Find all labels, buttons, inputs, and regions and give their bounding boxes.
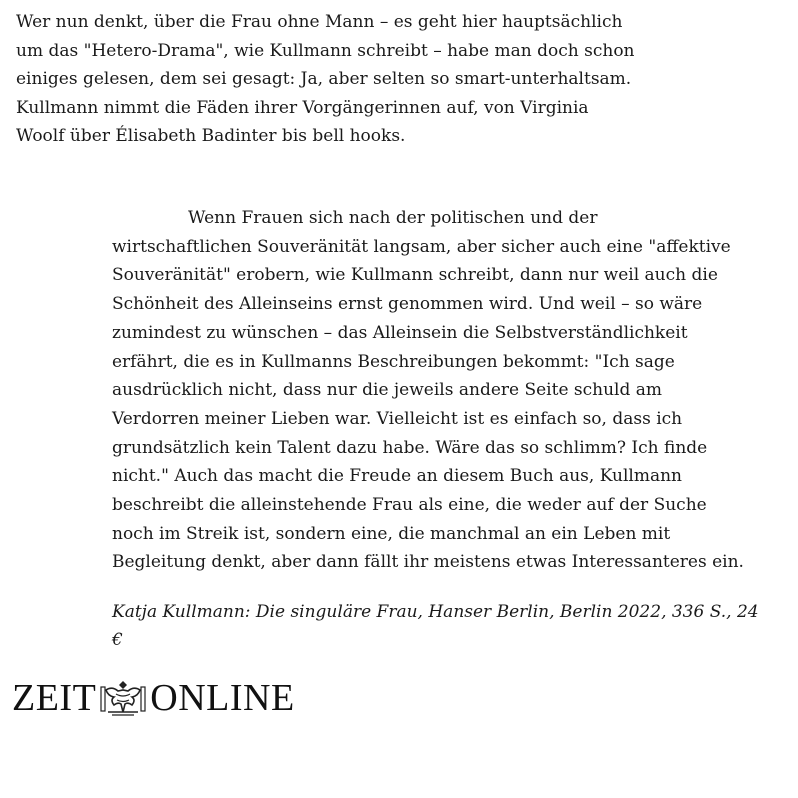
- eagle-crest-icon: [98, 678, 148, 718]
- body-line: noch im Streik ist, sondern eine, die manchmal an ein Leben mit: [112, 523, 671, 544]
- body-line: nicht." Auch das macht die Freude an diesem Buch aus, Kullmann: [112, 466, 682, 487]
- intro-line: Kullmann nimmt die Fäden ihrer Vorgängerinnen auf, von Virginia: [16, 97, 589, 118]
- body-line: Verdorren meiner Lieben war. Vielleicht ist es einfach so, dass ich: [112, 408, 683, 429]
- body-line: Wenn Frauen sich nach der politischen und der: [188, 208, 598, 228]
- intro-paragraph: [16, 8, 676, 151]
- body-line: Souveränität" erobern, wie Kullmann schreibt, dann nur weil auch die: [112, 265, 718, 286]
- body-line: Schönheit des Alleinseins ernst genommen wird. Und weil – so wäre: [112, 294, 703, 315]
- logo-word-right: ONLINE: [150, 677, 295, 719]
- logo-word-left: ZEIT: [12, 677, 97, 719]
- body-line: zumindest zu wünschen – das Alleinsein die Selbstverständlichkeit: [112, 322, 688, 343]
- body-paragraph: [112, 204, 762, 577]
- citation-line: €: [112, 630, 123, 650]
- body-line: Begleitung denkt, aber dann fällt ihr meistens etwas Interessanteres ein.: [112, 552, 744, 573]
- intro-line: Woolf über Élisabeth Badinter bis bell hooks.: [16, 126, 406, 146]
- body-line: ausdrücklich nicht, dass nur die jeweils andere Seite schuld am: [112, 380, 663, 401]
- intro-line: Wer nun denkt, über die Frau ohne Mann – es geht hier hauptsächlich: [16, 12, 623, 32]
- intro-line: um das "Hetero-Drama", wie Kullmann schreibt – habe man doch schon: [16, 40, 635, 61]
- citation-line: Katja Kullmann: Die singuläre Frau, Hanser Berlin, Berlin 2022, 336 S., 24: [112, 602, 759, 622]
- zeit-online-logo: [12, 676, 295, 720]
- intro-line: einiges gelesen, dem sei gesagt: Ja, aber selten so smart-unterhaltsam.: [16, 69, 632, 89]
- body-line: erfährt, die es in Kullmanns Beschreibungen bekommt: "Ich sage: [112, 351, 675, 372]
- body-line: beschreibt die alleinstehende Frau als eine, die weder auf der Suche: [112, 495, 707, 516]
- body-line: grundsätzlich kein Talent dazu habe. Wäre das so schlimm? Ich finde: [112, 437, 708, 458]
- body-line: wirtschaftlichen Souveränität langsam, aber sicher auch eine "affektive: [112, 236, 731, 257]
- book-citation: [112, 598, 762, 654]
